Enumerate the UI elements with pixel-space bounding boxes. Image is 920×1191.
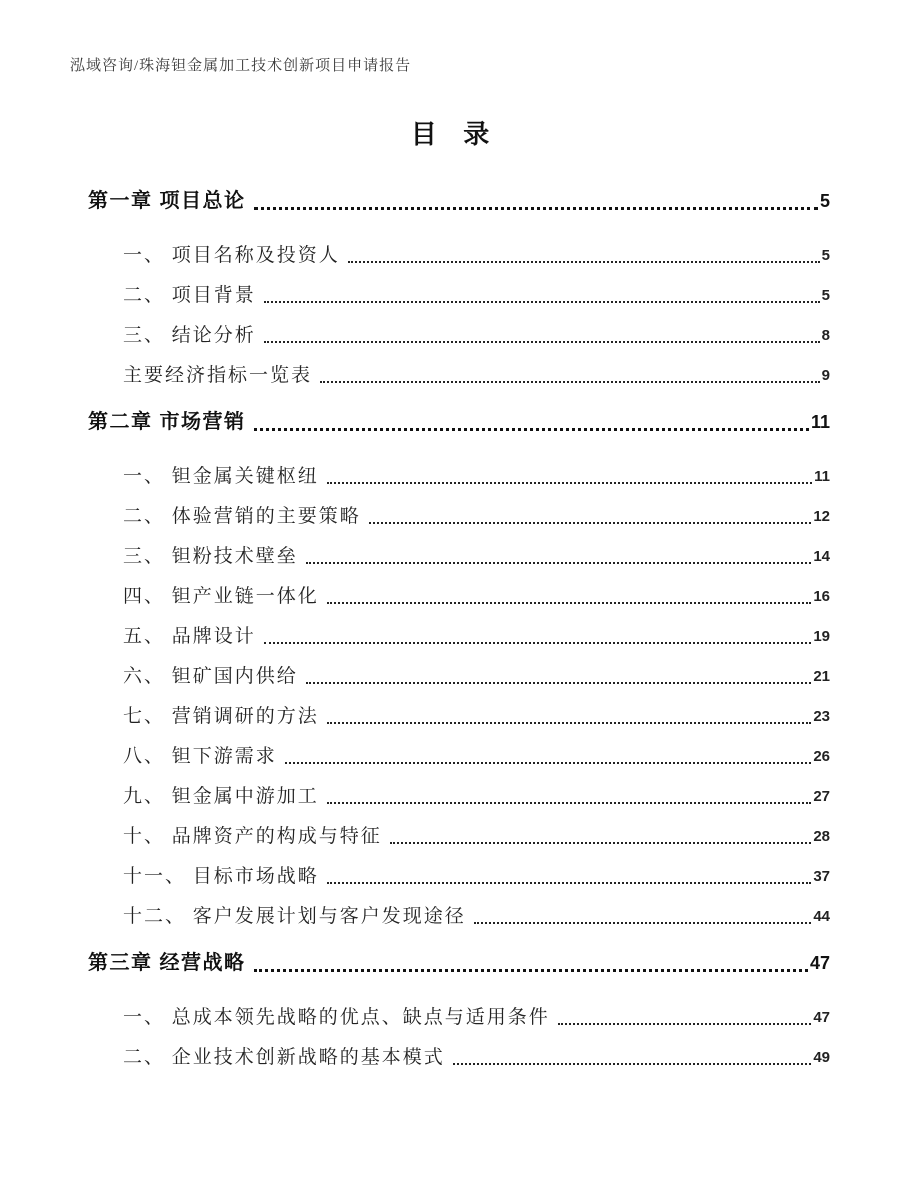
dotted-leader-line (327, 722, 812, 724)
toc-sub-entry[interactable] (123, 322, 830, 349)
toc-chapter-entry[interactable] (88, 407, 830, 437)
toc-entry-page-number: 5 (819, 191, 830, 211)
toc-entry-label: 一、 总成本领先战略的优点、缺点与适用条件 (123, 1007, 550, 1028)
toc-entry-page-number: 11 (814, 468, 830, 485)
toc-entry-label: 二、 体验营销的主要策略 (123, 506, 361, 527)
toc-entry-label: 第三章 经营战略 (88, 952, 246, 974)
dotted-leader-line (327, 482, 812, 484)
dotted-leader-line (558, 1023, 812, 1025)
toc-entry-label: 二、 企业技术创新战略的基本模式 (123, 1047, 445, 1068)
toc-sub-entry[interactable] (123, 1004, 830, 1031)
toc-entry-page-number: 27 (813, 788, 830, 805)
toc-sub-entry[interactable] (123, 743, 830, 770)
toc-entry-page-number: 47 (809, 953, 830, 973)
dotted-leader-line (264, 341, 820, 343)
toc-entry-page-number: 16 (813, 588, 830, 605)
toc-entry-page-number: 11 (810, 412, 830, 432)
toc-entry-page-number: 49 (813, 1049, 830, 1066)
toc-sub-entry[interactable] (123, 663, 830, 690)
toc-chapter-entry[interactable] (88, 948, 830, 978)
toc-sub-entry[interactable] (123, 783, 830, 810)
toc-entry-label: 一、 钽金属关键枢纽 (123, 466, 319, 487)
dotted-leader-line (453, 1063, 812, 1065)
toc-sub-entry[interactable] (123, 863, 830, 890)
toc-sub-entry[interactable] (123, 543, 830, 570)
toc-entry-label: 四、 钽产业链一体化 (123, 586, 319, 607)
toc-entry-label: 主要经济指标一览表 (123, 365, 313, 386)
toc-sub-entry[interactable] (123, 1044, 830, 1071)
dotted-leader-line (306, 682, 812, 684)
dotted-leader-line (264, 301, 820, 303)
toc-entry-label: 六、 钽矿国内供给 (123, 666, 298, 687)
toc-entry-page-number: 12 (813, 508, 830, 525)
toc-entry-page-number: 26 (813, 748, 830, 765)
dotted-leader-line (254, 428, 809, 431)
toc-sub-entry[interactable] (123, 823, 830, 850)
toc-chapter-entry[interactable] (88, 186, 830, 216)
toc-sub-entry[interactable] (123, 242, 830, 269)
toc-sub-entry[interactable] (123, 623, 830, 650)
toc-entry-page-number: 37 (813, 868, 830, 885)
toc-entry-page-number: 14 (813, 548, 830, 565)
toc-entry-page-number: 5 (821, 247, 830, 264)
toc-list (70, 186, 830, 1071)
dotted-leader-line (327, 882, 812, 884)
toc-entry-page-number: 21 (813, 668, 830, 685)
toc-sub-entry[interactable] (123, 503, 830, 530)
dotted-leader-line (327, 602, 812, 604)
toc-entry-label: 三、 结论分析 (123, 325, 256, 346)
toc-sub-entry[interactable] (123, 583, 830, 610)
dotted-leader-line (369, 522, 812, 524)
toc-entry-label: 第二章 市场营销 (88, 411, 246, 433)
toc-entry-page-number: 23 (813, 708, 830, 725)
dotted-leader-line (264, 642, 812, 644)
dotted-leader-line (327, 802, 812, 804)
toc-sub-entry[interactable] (123, 463, 830, 490)
toc-entry-label: 三、 钽粉技术壁垒 (123, 546, 298, 567)
dotted-leader-line (306, 562, 812, 564)
toc-entry-page-number: 19 (813, 628, 830, 645)
dotted-leader-line (254, 969, 808, 972)
dotted-leader-line (474, 922, 812, 924)
toc-entry-page-number: 28 (813, 828, 830, 845)
toc-entry-label: 九、 钽金属中游加工 (123, 786, 319, 807)
toc-entry-label: 十一、 目标市场战略 (123, 866, 319, 887)
toc-entry-label: 七、 营销调研的方法 (123, 706, 319, 727)
toc-entry-page-number: 9 (821, 367, 830, 384)
toc-entry-label: 十二、 客户发展计划与客户发现途径 (123, 906, 466, 927)
toc-sub-entry[interactable] (123, 282, 830, 309)
dotted-leader-line (390, 842, 812, 844)
toc-entry-label: 二、 项目背景 (123, 285, 256, 306)
toc-entry-page-number: 8 (821, 327, 830, 344)
dotted-leader-line (254, 207, 818, 210)
toc-entry-page-number: 44 (813, 908, 830, 925)
document-header: 泓域咨询/珠海钽金属加工技术创新项目申请报告 (70, 58, 412, 74)
dotted-leader-line (285, 762, 812, 764)
toc-entry-label: 八、 钽下游需求 (123, 746, 277, 767)
toc-entry-page-number: 47 (813, 1009, 830, 1026)
toc-sub-entry[interactable] (123, 362, 830, 389)
page-title: 目 录 (410, 120, 500, 149)
toc-entry-page-number: 5 (821, 287, 830, 304)
dotted-leader-line (320, 381, 820, 383)
toc-sub-entry[interactable] (123, 903, 830, 930)
toc-entry-label: 五、 品牌设计 (123, 626, 256, 647)
toc-sub-entry[interactable] (123, 703, 830, 730)
toc-entry-label: 一、 项目名称及投资人 (123, 245, 340, 266)
toc-entry-label: 十、 品牌资产的构成与特征 (123, 826, 382, 847)
dotted-leader-line (348, 261, 820, 263)
toc-entry-label: 第一章 项目总论 (88, 190, 246, 212)
